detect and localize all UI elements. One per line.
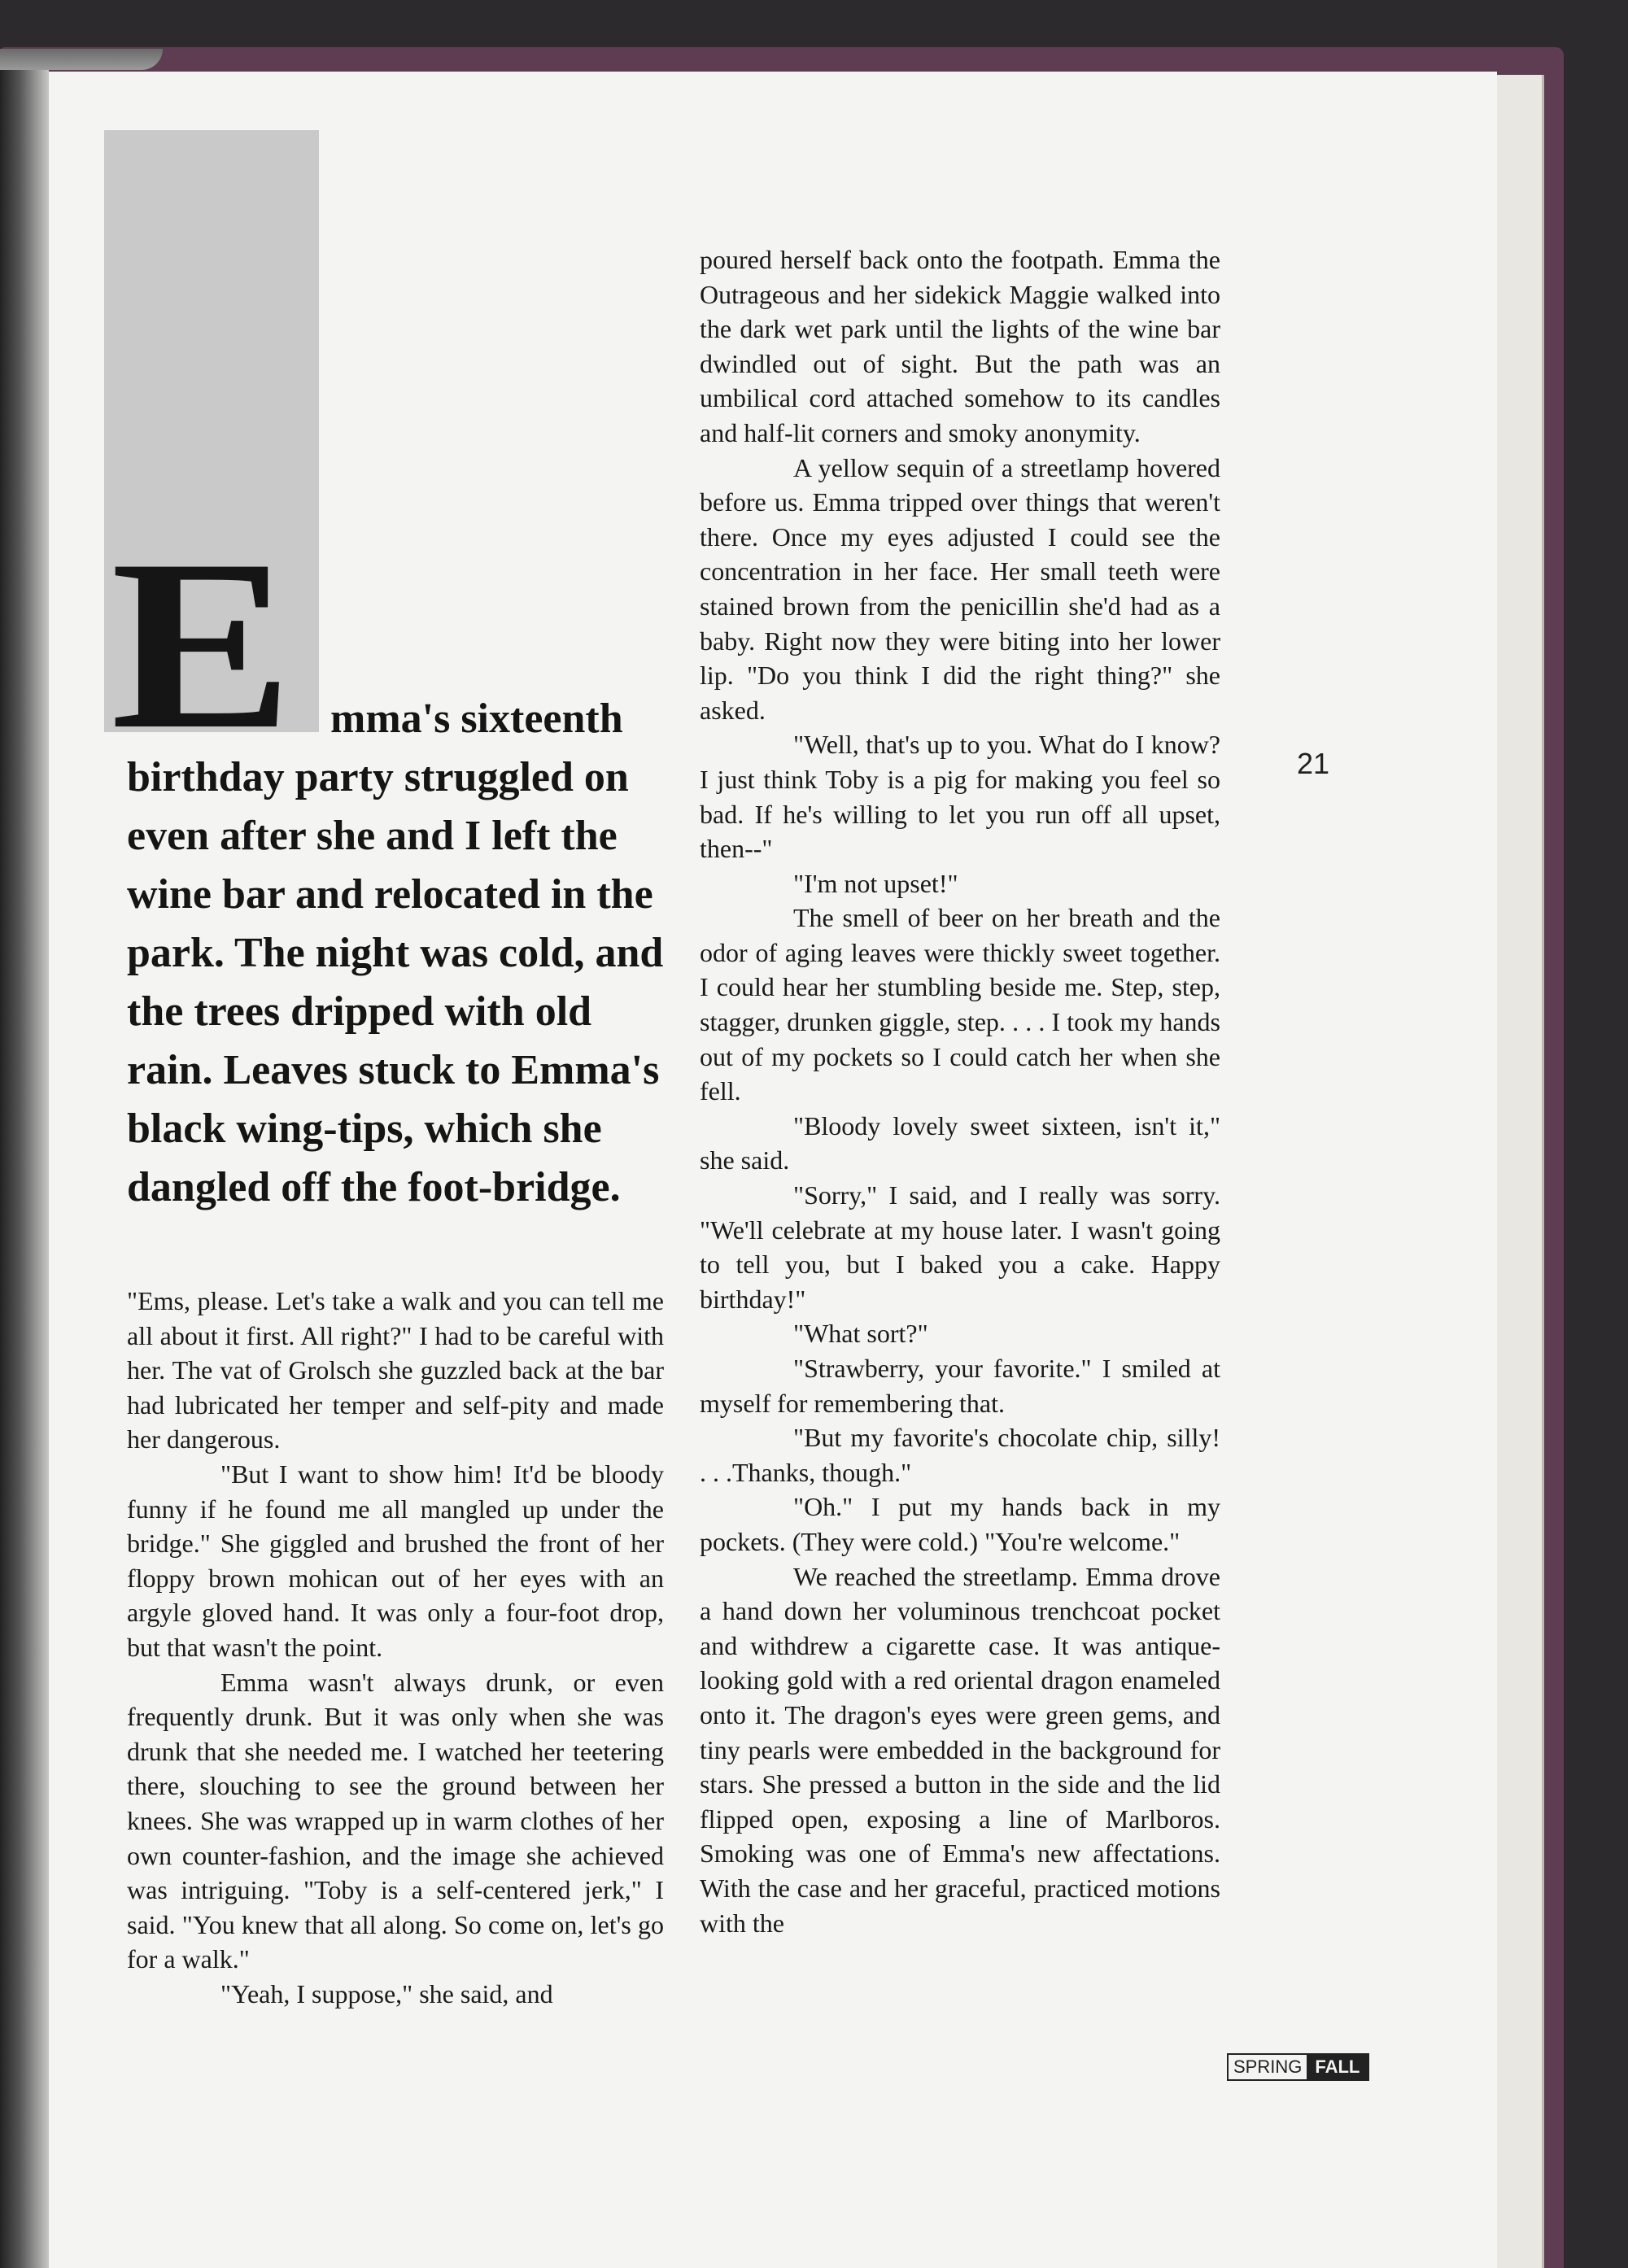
binding-strip xyxy=(0,49,163,70)
lead-rest: birthday party struggled on even after she and I left the wine bar and relocated in the park. The night was cold, and the trees dripped with old rain. Leaves stuck to Emma's black wing-tips, which she dangled off the foot-bridge. xyxy=(127,754,664,1210)
left-column xyxy=(127,1284,664,2011)
season-fall: FALL xyxy=(1307,2055,1368,2079)
lead-paragraph xyxy=(127,690,664,1217)
body-paragraph: Emma wasn't always drunk, or even frequently drunk. But it was only when she was drunk that she needed me. I watched her teetering there, slouching to see the ground between her knees. She was wrapped up in warm clothes of her own counter-fashion, and the image she achieved was intriguing. "Toby is a self-centered jerk," I said. "You knew that all along. So come on, let's go for a walk." xyxy=(127,1667,664,1974)
body-paragraph: "I'm not upset!" xyxy=(793,868,958,898)
body-paragraph: "Yeah, I suppose," she said, and xyxy=(220,1978,553,2008)
drop-cap: E xyxy=(111,509,294,779)
body-paragraph: "But my favorite's chocolate chip, silly! . . .Thanks, though." xyxy=(700,1423,1220,1487)
body-paragraph: We reached the streetlamp. Emma drove a hand down her voluminous trenchcoat pocket and withdrew a cigarette case. It was antique-looking gold with a red oriental dragon enameled onto it. The dragon's eyes were green gems, and tiny pearls were embedded in the background for stars. She pressed a button in the side and the lid flipped open, exposing a line of Marlboros. Smoking was one of Emma's new affectations. With the case and her graceful, practiced motions with the xyxy=(700,1561,1220,1938)
book-spine-shadow xyxy=(0,49,49,2268)
season-label xyxy=(1227,2053,1369,2081)
body-paragraph: The smell of beer on her breath and the odor of aging leaves were thickly sweet together. I could hear her stumbling beside me. Step, step, stagger, drunken giggle, step. . . . I took my hands out of my pockets so I could catch her when she fell. xyxy=(700,903,1220,1106)
body-paragraph: "Ems, please. Let's take a walk and you can tell me all about it first. All right?" I had to be careful with her. The vat of Grolsch she guzzled back at the bar had lubricated her temper and self-pity and made her dangerous. xyxy=(127,1286,664,1455)
page-number: 21 xyxy=(1297,747,1330,780)
body-paragraph: "But I want to show him! It'd be bloody funny if he found me all mangled up under the bridge." She giggled and brushed the front of her floppy brown mohican out of her eyes with an argyle gloved hand. It was only a four-foot drop, but that wasn't the point. xyxy=(127,1459,664,1662)
body-paragraph: poured herself back onto the footpath. Emma the Outrageous and her sidekick Maggie walked into the dark wet park until the lights of the wine bar dwindled out of sight. But the path was an umbilical cord attached somehow to its candles and half-lit corners and smoky anonymity. xyxy=(700,245,1220,447)
body-paragraph: "Strawberry, your favorite." I smiled at myself for remembering that. xyxy=(700,1354,1220,1418)
body-paragraph: "Oh." I put my hands back in my pockets. (They were cold.) "You're welcome." xyxy=(700,1492,1220,1556)
season-spring: SPRING xyxy=(1229,2055,1307,2079)
body-paragraph: "Sorry," I said, and I really was sorry. "We'll celebrate at my house later. I wasn't going to tell you, but I baked you a cake. Happy birthday!" xyxy=(700,1180,1220,1314)
lead-first-line: mma's sixteenth xyxy=(330,696,623,742)
body-paragraph: "What sort?" xyxy=(793,1319,928,1349)
body-paragraph: "Bloody lovely sweet sixteen, isn't it," she said. xyxy=(700,1110,1220,1175)
body-paragraph: A yellow sequin of a streetlamp hovered before us. Emma tripped over things that weren't there. Once my eyes adjusted I could see the concentration in her face. Her small teeth were stained brown from the penicillin she'd had as a baby. Right now they were biting into her lower lip. "Do you think I did the right thing?" she asked. xyxy=(700,452,1220,725)
body-paragraph: "Well, that's up to you. What do I know? I just think Toby is a pig for making you feel so bad. If he's willing to let you run off all upset, then--" xyxy=(700,730,1220,864)
right-column xyxy=(700,242,1220,1940)
